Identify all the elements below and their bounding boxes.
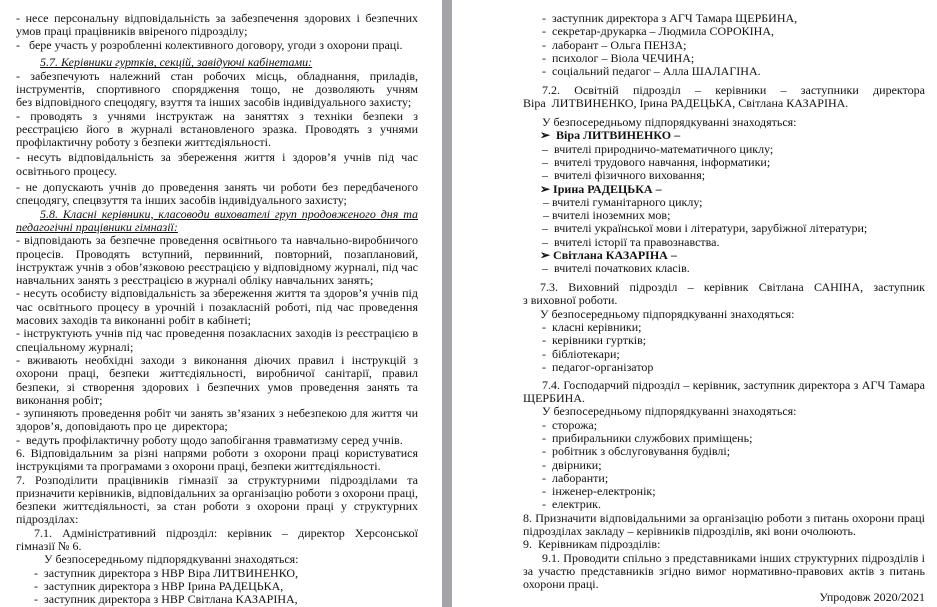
text-line: - забезпечують належний стан робочих місць, обладнання, приладів, [16,69,418,83]
text-line: 9. Керівникам підрозділів: [523,538,661,552]
text-line: У безпосередньому підпорядкуванні знаходяться: [542,116,797,130]
text-line: - вживають необхідні заходи з виконання діючих правил і інструкцій з [16,353,418,367]
text-line: процесів. Проводять вступний, первинний, повторний, позаплановий, [16,247,418,261]
text-line: охорони праці, безпеки життєдіяльності, виробничої санітарії, правил [16,367,418,381]
list-item: - лаборанти; [542,471,609,485]
list-item: - лаборант – Ольга ПЕНЗА; [542,38,687,52]
list-item: - соціальний педагог – Алла ШАЛАГІНА. [542,65,761,79]
list-item: - секретар-друкарка – Людмила СОРОКІНА, [542,25,774,39]
text-line: - не допускають учнів до проведення занять чи роботи без передбаченого [16,181,418,195]
text-line: навчальних занять з реєстрацією в журналі обліку навчальних занять; [16,274,374,288]
list-item: - бібліотекари; [542,347,620,361]
text-line: гімназії № 6. [16,540,82,554]
text-line: виконання робіт; [16,393,103,407]
deadline-text: Упродовж 2020/2021 [819,591,925,605]
text-line: інструктаж учнів з обов’язковою реєстрацією у відповідному журналі, під час [16,260,418,274]
text-line: - зупиняють проведення робіт чи занять зв’язаних з небезпекою для життя чи [16,407,418,421]
text-line: 6. Відповідальним за різні напрями роботи з охорони праці користуватися [16,447,418,460]
list-item: – вчителі природничо-математичного циклу; [542,142,774,156]
list-item: - прибиральники службових приміщень; [542,431,753,445]
text-line: - бере участь у розробленні колективного договору, угоди з охорони праці. [16,38,403,52]
text-line: спецодягу, спецвзуття та інших засобів індивідуального захисту; [16,194,347,208]
text-line: У безпосередньому підпорядкуванні знаходяться: [540,307,795,321]
text-line: ЩЕРБИНА. [523,392,585,406]
list-item: - електрик. [542,498,601,512]
text-line: реєстрацією його в журналі встановленого зразка. Проводять з учнями [16,122,418,136]
text-line: 7.1. Адміністративний підрозділ: керівник – директор Херсонської [34,526,418,540]
list-item: - керівники гуртків; [542,334,647,348]
text-line: інструкціями та програмами з охорони праці, безпеки життєдіяльності. [16,460,381,474]
list-item: – вчителі української мови і літератури, зарубіжної літератури; [542,222,868,236]
page-gutter [442,0,452,607]
list-item: – вчителі початкових класів. [542,262,690,276]
text-line: підрозділах закладу – керівників підрозділів, які вони очолюють. [523,524,856,538]
list-item: - заступник директора з НВР Світлана КАЗАРІНА, [34,593,298,607]
text-line: масових заходів та виконанні робіт в кабінеті; [16,314,251,328]
text-line: здоров’я, доповідають про це директора; [16,420,228,434]
right-page [452,0,937,607]
list-item: – вчителі гуманітарного циклу; [540,195,703,209]
person-heading: ➢ Ірина РАДЕЦЬКА – [540,182,662,196]
text-line: 8. Призначити відповідальними за організацію роботи з питань охорони праці [523,511,925,525]
text-line: з виховної роботи. [523,294,618,308]
text-line: Віра ЛИТВИНЕНКО, Ірина РАДЕЦЬКА, Світлана КАЗАРІНА. [523,97,849,111]
text-line: 9.1. Проводити спільно з представниками інших структурних підрозділів і [542,551,925,565]
list-item: - класні керівники; [542,321,642,335]
list-item: - психолог – Віола ЧЕЧИНА; [542,51,695,65]
text-line: умов праці працівників ввіреного підрозділу; [16,25,248,39]
list-item: - двірники; [542,458,602,472]
text-line: спеціальному журналі; [16,340,134,354]
text-line: 7.4. Господарчий підрозділ – керівник, заступник директора з АГЧ Тамара [542,378,925,392]
text-line: підрозділах: [16,513,79,527]
text-line: охорони праці. [523,578,599,592]
text-line: 7. Розподілити працівників гімназії за структурними підрозділами та [16,473,418,487]
text-line: - відповідають за безпечне проведення освітнього та навчально-виробничого [16,234,418,248]
text-line: - несуть відповідальність за збереження життя і здоров’я учнів під час [16,151,418,165]
list-item: - інженер-електронік; [542,485,656,499]
text-line: У безпосередньому підпорядкуванні знаходяться: [542,405,797,419]
text-line: - ведуть профілактичну роботу щодо запобігання травматизму серед учнів. [16,433,403,447]
section-heading-5-7: 5.7. Керівники гуртків, секцій, завідуючі кабінетами: [40,56,313,70]
right-column-text [523,12,925,605]
list-item: - заступник директора з НВР Віра ЛИТВИНЕНКО, [34,566,299,580]
left-page [0,0,442,607]
text-line: час освітнього процесу в урочній і позакласній роботі, під час проведення [16,300,418,314]
text-line: без відповідного спецодягу, взуття та інших засобів індивідуального захисту; [16,96,412,110]
text-line: освітнього процесу. [16,164,117,178]
list-item: - сторожа; [542,418,598,432]
list-item: – вчителі фізичного виховання; [542,169,706,183]
text-line: інструментів, спортивного спорядження тощо, не дозволяють учням [16,82,418,96]
section-heading-5-8: 5.8. Класні керівники, класоводи вихователі груп продовженого дня та [40,207,418,221]
text-line: безпеки життєдіяльності, за стан роботи з охорони праці у структурних [16,500,418,514]
list-item: – вчителі іноземних мов; [540,209,671,223]
list-item: - педагог-організатор [542,360,654,374]
text-line: 7.2. Освітній підрозділ – керівники – заступники директора [542,83,925,97]
person-heading: ➢ Віра ЛИТВИНЕНКО – [540,129,681,143]
list-item: – вчителі історії та правознавства. [542,235,720,249]
list-item: - робітник з обслуговування будівлі; [542,445,731,459]
section-heading-5-8-cont: педагогічні працівники гімназії: [16,220,178,234]
person-heading: ➢ Світлана КАЗАРІНА – [540,249,677,263]
list-item: – вчителі трудового навчання, інформатики; [542,155,771,169]
text-line: призначити керівників, відповідальних за організацію роботи з охорони праці, [16,486,418,500]
text-line: за участю представників згідно вимог нормативно-правових актів з питань [523,564,925,578]
text-line: - несуть особисту відповідальність за збереження життя та здоров’я учнів під [16,287,418,301]
text-line: - проводять з учнями інструктаж на заняттях з техніки безпеки з [16,109,418,123]
list-item: - заступник директора з НВР Ірина РАДЕЦЬКА, [34,579,284,593]
left-column-text [16,12,418,607]
text-line: У безпосередньому підпорядкуванні знаходяться: [44,553,299,567]
text-line: профілактичну роботу з безпеки життєдіяльності. [16,136,271,150]
text-line: - інструктують учнів під час проведення позакласних заходів із реєстрацією в [16,327,418,341]
text-line: - несе персональну відповідальність за забезпечення здорових і безпечних [16,12,418,25]
list-item: - заступник директора з АГЧ Тамара ЩЕРБИНА, [542,12,798,25]
text-line: 7.3. Виховний підрозділ – керівник Світлана САНІНА, заступник [540,281,925,295]
text-line: безпеки, зі створення здорових і безпечних умов проведення занять та [16,380,418,394]
